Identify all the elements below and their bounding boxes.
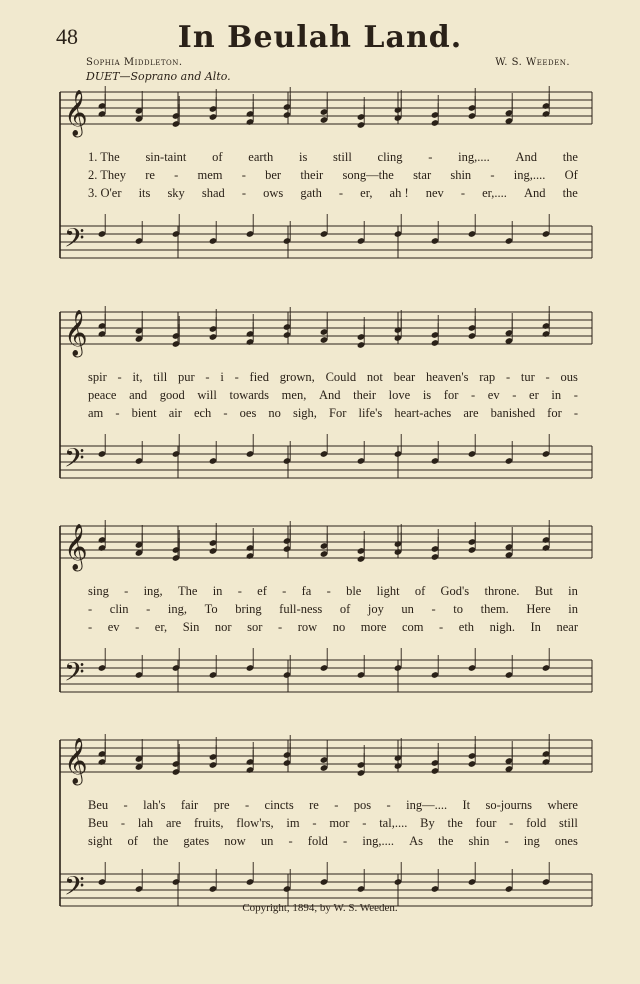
lyric-syllable: By bbox=[420, 816, 435, 830]
copyright-notice: Copyright, 1894, by W. S. Weeden. bbox=[242, 902, 398, 914]
lyric-syllable: ones bbox=[554, 834, 578, 848]
lyric-syllable: for bbox=[547, 406, 562, 420]
lyric-syllable: As bbox=[409, 834, 423, 848]
lyric-syllable: mem bbox=[197, 168, 223, 182]
lyric-syllable: - bbox=[573, 406, 578, 420]
lyric-syllable: Here bbox=[526, 602, 551, 616]
lyric-syllable: - bbox=[146, 602, 151, 616]
lyric-syllable: their bbox=[300, 168, 324, 182]
music-system bbox=[0, 86, 640, 276]
lyric-syllable: - bbox=[117, 370, 122, 384]
lyric-syllable: - bbox=[241, 168, 246, 182]
lyric-line bbox=[88, 150, 578, 165]
lyric-syllable: im bbox=[286, 816, 300, 830]
lyric-syllable: - bbox=[573, 388, 578, 402]
lyric-syllable: them. bbox=[480, 602, 509, 616]
lyric-syllable: 1. The bbox=[88, 150, 120, 164]
lyric-syllable: - bbox=[428, 150, 433, 164]
lyric-syllable: no bbox=[268, 406, 281, 420]
lyric-syllable: sin-taint bbox=[145, 150, 187, 164]
lyric-syllable: Could bbox=[325, 370, 357, 384]
lyric-syllable: in bbox=[212, 584, 223, 598]
lyric-syllable: sor bbox=[247, 620, 263, 634]
lyric-syllable: - bbox=[288, 834, 293, 848]
lyric-syllable: cincts bbox=[264, 798, 294, 812]
lyric-syllable: men, bbox=[281, 388, 307, 402]
lyric-syllable: of bbox=[212, 150, 223, 164]
lyric-syllable: peace bbox=[88, 388, 117, 402]
lyric-syllable: - bbox=[545, 370, 550, 384]
lyric-syllable: - bbox=[470, 388, 476, 402]
lyric-syllable: heart-aches bbox=[394, 406, 452, 420]
lyric-syllable: un bbox=[260, 834, 274, 848]
lyric-syllable: And bbox=[523, 186, 546, 200]
lyric-syllable: to bbox=[453, 602, 464, 616]
lyric-syllable: - bbox=[509, 816, 514, 830]
lyric-syllable: - bbox=[120, 816, 126, 830]
bass-clef-icon: 𝄢 bbox=[64, 222, 85, 260]
lyric-syllable: till bbox=[153, 370, 168, 384]
lyric-syllable: ev bbox=[487, 388, 500, 402]
lyric-syllable: fold bbox=[526, 816, 547, 830]
lyric-syllable: And bbox=[318, 388, 341, 402]
lyric-syllable: eth bbox=[458, 620, 475, 634]
lyric-syllable: Of bbox=[564, 168, 578, 182]
lyric-syllable: ing, bbox=[143, 584, 163, 598]
lyric-syllable: - bbox=[431, 602, 436, 616]
lyric-syllable: ber bbox=[265, 168, 282, 182]
lyric-syllable: so-journs bbox=[485, 798, 533, 812]
author-credit: Sophia Middleton. bbox=[86, 57, 183, 68]
lyric-syllable: the bbox=[562, 150, 578, 164]
lyric-syllable: ows bbox=[263, 186, 284, 200]
lyric-syllable: good bbox=[159, 388, 185, 402]
lyric-syllable: - bbox=[312, 816, 317, 830]
lyric-syllable: In bbox=[530, 620, 541, 634]
lyric-syllable: bient bbox=[131, 406, 157, 420]
lyric-syllable: - bbox=[244, 798, 250, 812]
lyric-syllable: still bbox=[333, 150, 352, 164]
lyric-syllable: sing bbox=[88, 584, 109, 598]
lyric-syllable: ing—.... bbox=[406, 798, 448, 812]
lyric-syllable: its bbox=[138, 186, 151, 200]
lyric-syllable: er, bbox=[154, 620, 168, 634]
lyric-syllable: joy bbox=[367, 602, 384, 616]
lyric-syllable: 2. They bbox=[88, 168, 126, 182]
lyric-line bbox=[88, 406, 578, 421]
lyric-syllable: is bbox=[298, 150, 308, 164]
lyric-syllable: - bbox=[241, 186, 247, 200]
lyric-syllable: ef bbox=[257, 584, 267, 598]
lyric-syllable: tur bbox=[520, 370, 535, 384]
lyric-syllable: shad bbox=[201, 186, 225, 200]
lyric-syllable: lah's bbox=[143, 798, 166, 812]
lyric-syllable: God's bbox=[440, 584, 470, 598]
lyric-syllable: To bbox=[204, 602, 218, 616]
duet-instruction: DUET—Soprano and Alto. bbox=[86, 70, 231, 83]
lyric-syllable: it, bbox=[132, 370, 143, 384]
lyric-syllable: are bbox=[463, 406, 479, 420]
lyric-syllable: - bbox=[88, 602, 93, 616]
lyric-line bbox=[88, 798, 578, 813]
lyric-syllable: in bbox=[551, 388, 562, 402]
lyric-syllable: - bbox=[490, 168, 495, 182]
lyric-syllable: - bbox=[343, 834, 348, 848]
lyric-syllable: - bbox=[237, 584, 242, 598]
lyric-syllable: - bbox=[234, 370, 239, 384]
lyric-syllable: air bbox=[168, 406, 182, 420]
lyric-syllable: ing,.... bbox=[458, 150, 490, 164]
lyric-syllable: - bbox=[338, 186, 344, 200]
lyric-syllable: For bbox=[329, 406, 347, 420]
lyric-syllable: er, bbox=[360, 186, 373, 200]
bass-clef-icon: 𝄢 bbox=[64, 870, 85, 908]
music-system bbox=[0, 520, 640, 710]
lyric-syllable: of bbox=[414, 584, 426, 598]
lyric-syllable: pos bbox=[353, 798, 372, 812]
lyric-line bbox=[88, 584, 578, 599]
lyric-line bbox=[88, 620, 578, 635]
lyric-syllable: - bbox=[439, 620, 444, 634]
lyric-syllable: not bbox=[366, 370, 383, 384]
bass-clef-icon: 𝄢 bbox=[64, 442, 85, 480]
lyric-syllable: But bbox=[534, 584, 553, 598]
lyric-syllable: - bbox=[205, 370, 210, 384]
lyric-syllable: er bbox=[529, 388, 539, 402]
lyric-syllable: tal,.... bbox=[379, 816, 408, 830]
lyric-syllable: - bbox=[386, 798, 391, 812]
lyric-syllable: more bbox=[360, 620, 387, 634]
lyric-syllable: fold bbox=[307, 834, 328, 848]
lyric-syllable: the bbox=[438, 834, 454, 848]
music-system bbox=[0, 306, 640, 496]
lyric-syllable: ah ! bbox=[389, 186, 409, 200]
lyric-syllable: song—the bbox=[342, 168, 394, 182]
lyric-syllable: pre bbox=[213, 798, 230, 812]
lyric-syllable: mor bbox=[329, 816, 350, 830]
lyric-syllable: spir bbox=[88, 370, 107, 384]
lyric-line bbox=[88, 168, 578, 183]
lyric-syllable: er,.... bbox=[482, 186, 507, 200]
lyric-syllable: now bbox=[224, 834, 246, 848]
music-system bbox=[0, 734, 640, 924]
lyric-syllable: nev bbox=[425, 186, 444, 200]
lyric-syllable: of bbox=[127, 834, 138, 848]
lyric-syllable: ous bbox=[560, 370, 578, 384]
lyric-syllable: cling bbox=[377, 150, 403, 164]
lyric-syllable: full-ness bbox=[279, 602, 323, 616]
lyric-syllable: And bbox=[515, 150, 537, 164]
lyric-syllable: shin bbox=[468, 834, 490, 848]
lyric-syllable: com bbox=[401, 620, 424, 634]
lyric-syllable: - bbox=[512, 388, 517, 402]
lyric-syllable: - bbox=[123, 798, 128, 812]
lyric-line bbox=[88, 388, 578, 403]
lyric-syllable: un bbox=[401, 602, 414, 616]
lyric-syllable: sight bbox=[88, 834, 113, 848]
lyric-syllable: - bbox=[223, 406, 228, 420]
lyric-syllable: gath bbox=[300, 186, 322, 200]
lyric-syllable: flow'rs, bbox=[236, 816, 274, 830]
lyric-syllable: in bbox=[568, 584, 578, 598]
lyric-syllable: banished bbox=[490, 406, 536, 420]
lyric-syllable: - bbox=[115, 406, 120, 420]
lyric-syllable: It bbox=[462, 798, 471, 812]
lyric-syllable: ing bbox=[523, 834, 540, 848]
lyric-syllable: lah bbox=[137, 816, 154, 830]
lyric-syllable: 3. O'er bbox=[88, 186, 122, 200]
treble-clef-icon: 𝄞 bbox=[64, 738, 88, 784]
lyric-syllable: clin bbox=[109, 602, 129, 616]
page-number: 48 bbox=[56, 24, 78, 49]
lyric-syllable: bear bbox=[393, 370, 416, 384]
lyric-syllable: and bbox=[129, 388, 148, 402]
lyric-syllable: Beu bbox=[88, 816, 109, 830]
lyric-syllable: ech bbox=[193, 406, 212, 420]
lyric-syllable: light bbox=[376, 584, 400, 598]
treble-clef-icon: 𝄞 bbox=[64, 524, 88, 570]
lyric-syllable: - bbox=[277, 620, 283, 634]
lyric-syllable: love bbox=[388, 388, 411, 402]
lyric-syllable: ble bbox=[346, 584, 362, 598]
lyric-syllable: - bbox=[505, 370, 511, 384]
lyric-syllable: sky bbox=[167, 186, 185, 200]
lyric-syllable: fair bbox=[180, 798, 199, 812]
lyric-syllable: - bbox=[362, 816, 367, 830]
lyric-syllable: fruits, bbox=[193, 816, 224, 830]
lyric-syllable: fa bbox=[301, 584, 312, 598]
lyric-syllable: - bbox=[460, 186, 465, 200]
lyric-syllable: - bbox=[124, 584, 129, 598]
lyric-syllable: earth bbox=[248, 150, 274, 164]
lyric-syllable: Beu bbox=[88, 798, 109, 812]
lyric-syllable: are bbox=[165, 816, 182, 830]
lyric-line bbox=[88, 186, 578, 201]
lyric-syllable: row bbox=[297, 620, 318, 634]
lyric-syllable: ing,.... bbox=[362, 834, 394, 848]
lyric-syllable: sigh, bbox=[292, 406, 317, 420]
lyric-line bbox=[88, 602, 578, 617]
lyric-syllable: nor bbox=[214, 620, 232, 634]
lyric-syllable: pur bbox=[177, 370, 195, 384]
lyric-syllable: - bbox=[326, 584, 331, 598]
lyric-syllable: fied bbox=[249, 370, 269, 384]
lyric-syllable: heaven's bbox=[425, 370, 469, 384]
lyric-syllable: ing, bbox=[167, 602, 187, 616]
lyric-syllable: shin bbox=[450, 168, 472, 182]
lyric-syllable: Sin bbox=[182, 620, 200, 634]
lyric-syllable: no bbox=[332, 620, 346, 634]
lyric-line bbox=[88, 370, 578, 385]
lyric-syllable: in bbox=[568, 602, 578, 616]
lyric-syllable: near bbox=[556, 620, 578, 634]
lyric-syllable: gates bbox=[183, 834, 210, 848]
lyric-syllable: oes bbox=[239, 406, 257, 420]
lyric-syllable: nigh. bbox=[489, 620, 515, 634]
lyric-syllable: where bbox=[547, 798, 578, 812]
lyric-syllable: the bbox=[447, 816, 463, 830]
lyric-syllable: rap bbox=[479, 370, 496, 384]
lyric-syllable: life's bbox=[358, 406, 383, 420]
lyric-syllable: their bbox=[353, 388, 377, 402]
bass-clef-icon: 𝄢 bbox=[64, 656, 85, 694]
lyric-syllable: i bbox=[220, 370, 224, 384]
lyric-syllable: ing,.... bbox=[513, 168, 546, 182]
lyric-syllable: - bbox=[174, 168, 179, 182]
lyric-syllable: grown, bbox=[279, 370, 315, 384]
lyric-line bbox=[88, 834, 578, 849]
hymn-title: In Beulah Land. bbox=[177, 20, 463, 55]
lyric-syllable: - bbox=[334, 798, 339, 812]
lyric-syllable: throne. bbox=[484, 584, 520, 598]
lyric-syllable: re bbox=[309, 798, 319, 812]
lyric-syllable: star bbox=[413, 168, 432, 182]
lyric-syllable: towards bbox=[229, 388, 270, 402]
lyric-syllable: - bbox=[282, 584, 287, 598]
treble-clef-icon: 𝄞 bbox=[64, 310, 88, 356]
lyric-syllable: The bbox=[177, 584, 198, 598]
lyric-syllable: will bbox=[197, 388, 217, 402]
lyric-syllable: four bbox=[475, 816, 497, 830]
composer-credit: W. S. Weeden. bbox=[495, 57, 570, 68]
lyric-syllable: am bbox=[88, 406, 104, 420]
lyric-syllable: is bbox=[422, 388, 432, 402]
lyric-syllable: - bbox=[88, 620, 93, 634]
lyric-syllable: for bbox=[443, 388, 459, 402]
lyric-line bbox=[88, 816, 578, 831]
lyric-syllable: still bbox=[559, 816, 578, 830]
lyric-syllable: the bbox=[152, 834, 169, 848]
lyric-syllable: ev bbox=[107, 620, 120, 634]
lyric-syllable: - bbox=[135, 620, 140, 634]
lyric-syllable: bring bbox=[235, 602, 262, 616]
lyric-syllable: of bbox=[339, 602, 351, 616]
treble-clef-icon: 𝄞 bbox=[64, 90, 88, 136]
lyric-syllable: re bbox=[145, 168, 155, 182]
lyric-syllable: the bbox=[562, 186, 578, 200]
lyric-syllable: - bbox=[504, 834, 509, 848]
